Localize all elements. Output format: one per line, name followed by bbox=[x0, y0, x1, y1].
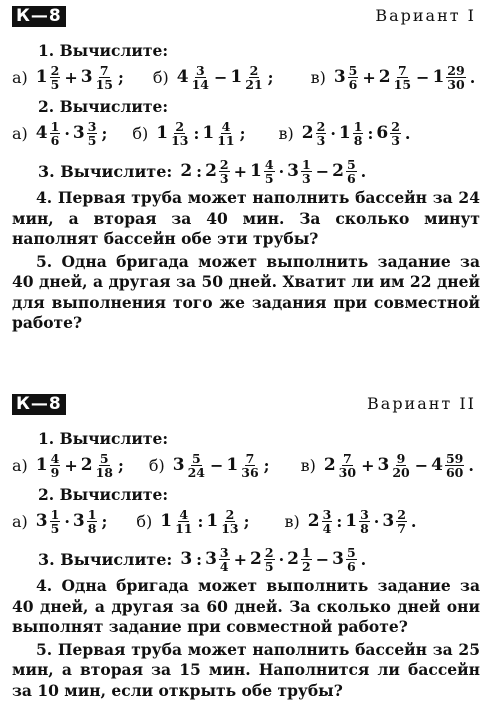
fraction bbox=[219, 546, 230, 573]
item-label: б) bbox=[148, 455, 165, 475]
fraction bbox=[391, 452, 410, 479]
numerator: 3 bbox=[195, 62, 205, 78]
whole-part: 1 bbox=[160, 511, 173, 531]
operator: : bbox=[197, 511, 204, 531]
whole-part: 4 bbox=[431, 455, 443, 475]
numerator: 4 bbox=[264, 156, 274, 172]
whole-part: 2 bbox=[307, 511, 320, 531]
fraction bbox=[50, 452, 61, 479]
task2-row bbox=[0, 116, 492, 150]
expression-item bbox=[285, 508, 420, 535]
numerator: 1 bbox=[87, 506, 97, 522]
numerator: 2 bbox=[249, 62, 259, 78]
denominator: 6 bbox=[50, 132, 60, 148]
denominator: 14 bbox=[191, 76, 210, 92]
fraction bbox=[191, 64, 210, 91]
expression-item bbox=[311, 64, 479, 91]
mixed-number bbox=[177, 64, 211, 91]
fraction bbox=[170, 120, 189, 147]
expression-item bbox=[136, 508, 252, 535]
variant-header bbox=[0, 0, 492, 30]
numerator: 1 bbox=[301, 156, 311, 172]
task2-heading: 2. Вычислите: bbox=[38, 485, 169, 504]
fraction bbox=[87, 120, 98, 147]
numerator: 1 bbox=[353, 118, 363, 134]
fraction bbox=[353, 120, 364, 147]
whole-part: 3 bbox=[382, 511, 395, 531]
whole-part: 3 bbox=[333, 67, 346, 87]
operator: : bbox=[336, 511, 343, 531]
punctuation: ; bbox=[101, 123, 108, 143]
denominator: 11 bbox=[217, 132, 235, 148]
fraction bbox=[396, 508, 407, 535]
whole-part: 2 bbox=[287, 549, 299, 569]
whole-part: 6 bbox=[376, 123, 389, 143]
fraction bbox=[50, 508, 61, 535]
fraction bbox=[346, 546, 357, 573]
mixed-number bbox=[250, 546, 276, 573]
fraction bbox=[95, 452, 114, 479]
denominator: 5 bbox=[50, 76, 60, 92]
mixed-number bbox=[377, 452, 411, 479]
fraction bbox=[393, 64, 412, 91]
operator: · bbox=[330, 123, 336, 143]
whole-part: 1 bbox=[156, 123, 169, 143]
fraction bbox=[446, 64, 465, 91]
numerator: 5 bbox=[346, 544, 356, 560]
mixed-number bbox=[36, 120, 62, 147]
mixed-number bbox=[332, 546, 358, 573]
task1-row bbox=[0, 60, 492, 94]
expression-item bbox=[279, 120, 414, 147]
punctuation: ; bbox=[117, 67, 124, 87]
whole-part: 1 bbox=[35, 67, 48, 87]
fraction bbox=[95, 64, 114, 91]
mixed-number bbox=[250, 158, 276, 185]
task2-row bbox=[0, 504, 492, 538]
mixed-number bbox=[206, 508, 240, 535]
expression-item bbox=[12, 452, 127, 479]
whole-part: 3 bbox=[287, 161, 299, 181]
numerator: 7 bbox=[245, 450, 255, 466]
whole-part: 1 bbox=[35, 455, 48, 475]
task2-heading: 2. Вычислите: bbox=[38, 97, 169, 116]
fraction bbox=[187, 452, 206, 479]
fraction bbox=[346, 158, 357, 185]
denominator: 15 bbox=[95, 76, 113, 92]
item-label: а) bbox=[12, 67, 28, 87]
denominator: 30 bbox=[447, 76, 465, 92]
denominator: 2 bbox=[301, 558, 311, 574]
numerator: 29 bbox=[447, 62, 465, 78]
fraction bbox=[240, 452, 259, 479]
mixed-number bbox=[205, 546, 231, 573]
numerator: 2 bbox=[219, 156, 229, 172]
whole-part: 1 bbox=[345, 511, 358, 531]
mixed-number bbox=[376, 120, 402, 147]
mixed-number bbox=[302, 120, 328, 147]
mixed-number bbox=[332, 158, 358, 185]
punctuation: . bbox=[404, 123, 411, 143]
fraction bbox=[322, 508, 333, 535]
numerator: 2 bbox=[391, 118, 400, 134]
operator: + bbox=[64, 67, 78, 87]
numerator: 3 bbox=[87, 118, 97, 134]
whole-part: 2 bbox=[378, 67, 391, 87]
integer bbox=[180, 549, 193, 569]
operator: + bbox=[233, 161, 248, 181]
fraction bbox=[244, 64, 263, 91]
denominator: 7 bbox=[397, 520, 406, 536]
fraction bbox=[264, 546, 275, 573]
punctuation: ; bbox=[117, 455, 124, 475]
whole-part: 3 bbox=[377, 455, 390, 475]
item-label: в) bbox=[284, 511, 300, 531]
mixed-number bbox=[173, 452, 207, 479]
numerator: 4 bbox=[179, 506, 189, 522]
operator: − bbox=[416, 67, 430, 87]
mixed-number bbox=[431, 452, 465, 479]
operator: · bbox=[278, 549, 285, 569]
mixed-number bbox=[324, 452, 358, 479]
mixed-number bbox=[339, 120, 365, 147]
numerator: 7 bbox=[99, 62, 109, 78]
fraction bbox=[316, 120, 327, 147]
denominator: 3 bbox=[316, 132, 326, 148]
whole-part: 3 bbox=[172, 455, 185, 475]
numerator: 7 bbox=[343, 450, 352, 466]
punctuation: . bbox=[360, 549, 367, 569]
numerator: 1 bbox=[301, 544, 311, 560]
punctuation: . bbox=[468, 455, 474, 475]
fraction bbox=[338, 452, 357, 479]
variant-1 bbox=[0, 0, 492, 334]
task4-text: 4. Одна бригада может выполнить задание за 40 дней, а другая за 60 дней. За сколько дней они выполнят задание при совместной работе? bbox=[12, 576, 480, 636]
mixed-number bbox=[205, 158, 231, 185]
numerator: 2 bbox=[175, 118, 185, 134]
denominator: 20 bbox=[392, 464, 410, 480]
expression-item bbox=[12, 508, 110, 535]
mixed-number bbox=[156, 120, 190, 147]
punctuation: ; bbox=[239, 123, 246, 143]
test-badge: К—8 bbox=[12, 6, 66, 27]
mixed-number bbox=[432, 64, 466, 91]
fraction bbox=[359, 508, 370, 535]
mixed-number bbox=[382, 508, 408, 535]
mixed-number bbox=[202, 120, 236, 147]
denominator: 5 bbox=[264, 558, 274, 574]
denominator: 13 bbox=[221, 520, 239, 536]
denominator: 6 bbox=[346, 170, 356, 186]
punctuation: . bbox=[410, 511, 417, 531]
task3-row bbox=[0, 154, 492, 188]
variant-title: Вариант I bbox=[375, 6, 476, 25]
operator: : bbox=[193, 123, 200, 143]
denominator: 3 bbox=[301, 170, 311, 186]
operator: · bbox=[278, 161, 285, 181]
task3-prefix: 3. Вычислите: bbox=[38, 161, 173, 181]
whole-part: 2 bbox=[205, 161, 217, 181]
expression-item bbox=[301, 452, 477, 479]
numerator: 1 bbox=[50, 506, 60, 522]
mixed-number bbox=[308, 508, 334, 535]
numerator: 4 bbox=[221, 118, 231, 134]
mixed-number bbox=[226, 452, 260, 479]
whole-part: 3 bbox=[72, 123, 85, 143]
numerator: 3 bbox=[360, 506, 369, 522]
task1-heading: 1. Вычислите: bbox=[38, 41, 169, 60]
whole-part: 1 bbox=[206, 511, 219, 531]
numerator: 9 bbox=[396, 450, 406, 466]
denominator: 6 bbox=[348, 76, 358, 92]
fraction bbox=[348, 64, 359, 91]
whole-part: 2 bbox=[180, 161, 193, 181]
item-label: в) bbox=[300, 455, 316, 475]
denominator: 5 bbox=[264, 170, 274, 186]
denominator: 18 bbox=[95, 464, 113, 480]
expression-item bbox=[132, 120, 248, 147]
whole-part: 3 bbox=[80, 67, 93, 87]
operator: − bbox=[315, 161, 330, 181]
task4-text: 4. Первая труба может наполнить бассейн за 24 мин, а вторая за 40 мин. За сколько минут наполнят бассейн обе эти трубы? bbox=[12, 188, 480, 248]
mixed-number bbox=[36, 452, 62, 479]
whole-part: 1 bbox=[250, 161, 262, 181]
whole-part: 1 bbox=[226, 455, 239, 475]
integer bbox=[180, 161, 193, 181]
whole-part: 2 bbox=[301, 123, 314, 143]
task3-prefix: 3. Вычислите: bbox=[38, 549, 173, 569]
expression-item bbox=[12, 64, 127, 91]
mixed-number bbox=[160, 508, 194, 535]
mixed-number bbox=[287, 158, 313, 185]
denominator: 13 bbox=[171, 132, 189, 148]
punctuation: ; bbox=[263, 455, 270, 475]
expression-item bbox=[153, 64, 277, 91]
task1-row bbox=[0, 448, 492, 482]
numerator: 5 bbox=[191, 450, 201, 466]
numerator: 7 bbox=[397, 62, 407, 78]
mixed-number bbox=[81, 452, 115, 479]
mixed-number bbox=[81, 64, 115, 91]
expression-item bbox=[149, 452, 273, 479]
item-label: в) bbox=[278, 123, 294, 143]
numerator: 59 bbox=[445, 450, 464, 466]
mixed-number bbox=[36, 64, 62, 91]
fraction bbox=[220, 508, 239, 535]
whole-part: 4 bbox=[176, 67, 189, 87]
denominator: 5 bbox=[87, 132, 97, 148]
numerator: 2 bbox=[225, 506, 235, 522]
whole-part: 1 bbox=[432, 67, 445, 87]
punctuation: ; bbox=[267, 67, 274, 87]
punctuation: ; bbox=[243, 511, 250, 531]
operator: : bbox=[367, 123, 374, 143]
whole-part: 2 bbox=[323, 455, 336, 475]
item-label: б) bbox=[136, 511, 153, 531]
numerator: 1 bbox=[50, 118, 60, 134]
mixed-number bbox=[287, 546, 313, 573]
fraction bbox=[50, 120, 61, 147]
denominator: 15 bbox=[393, 76, 412, 92]
item-label: в) bbox=[310, 67, 326, 87]
variant-title: Вариант II bbox=[367, 394, 476, 413]
punctuation: . bbox=[360, 161, 367, 181]
denominator: 8 bbox=[360, 520, 369, 536]
whole-part: 3 bbox=[332, 549, 344, 569]
whole-part: 2 bbox=[80, 455, 93, 475]
whole-part: 3 bbox=[205, 549, 217, 569]
operator: · bbox=[64, 511, 70, 531]
variant-2 bbox=[0, 388, 492, 701]
numerator: 2 bbox=[397, 506, 406, 522]
denominator: 8 bbox=[353, 132, 363, 148]
whole-part: 2 bbox=[250, 549, 262, 569]
fraction bbox=[301, 546, 312, 573]
numerator: 2 bbox=[50, 62, 60, 78]
item-label: б) bbox=[152, 67, 169, 87]
task3-row bbox=[0, 542, 492, 576]
denominator: 30 bbox=[338, 464, 357, 480]
whole-part: 3 bbox=[72, 511, 85, 531]
variant-header bbox=[0, 388, 492, 418]
operator: − bbox=[315, 549, 330, 569]
punctuation: ; bbox=[101, 511, 108, 531]
mixed-number bbox=[379, 64, 413, 91]
mixed-number bbox=[73, 120, 99, 147]
item-label: а) bbox=[12, 511, 28, 531]
fraction bbox=[390, 120, 401, 147]
operator: · bbox=[373, 511, 380, 531]
denominator: 8 bbox=[87, 520, 97, 536]
numerator: 3 bbox=[322, 506, 332, 522]
operator: − bbox=[210, 455, 224, 475]
fraction bbox=[445, 452, 464, 479]
item-label: а) bbox=[12, 123, 28, 143]
denominator: 4 bbox=[219, 558, 229, 574]
fraction bbox=[264, 158, 275, 185]
numerator: 5 bbox=[346, 156, 356, 172]
numerator: 5 bbox=[99, 450, 109, 466]
numerator: 2 bbox=[316, 118, 326, 134]
punctuation: . bbox=[469, 67, 476, 87]
expression-item bbox=[12, 120, 110, 147]
denominator: 36 bbox=[241, 464, 259, 480]
denominator: 3 bbox=[219, 170, 229, 186]
operator: · bbox=[64, 123, 70, 143]
whole-part: 4 bbox=[35, 123, 48, 143]
denominator: 9 bbox=[50, 464, 60, 480]
whole-part: 1 bbox=[230, 67, 243, 87]
fraction bbox=[174, 508, 193, 535]
operator: − bbox=[414, 455, 429, 475]
fraction bbox=[301, 158, 312, 185]
denominator: 21 bbox=[245, 76, 263, 92]
task5-text: 5. Одна бригада может выполнить задание за 40 дней, а другая за 50 дней. Хватит ли им 22 дней для выполнения того же задания при совместной работе? bbox=[12, 251, 480, 332]
whole-part: 3 bbox=[180, 549, 193, 569]
mixed-number bbox=[36, 508, 62, 535]
item-label: а) bbox=[12, 455, 28, 475]
fraction bbox=[50, 64, 61, 91]
operator: + bbox=[362, 67, 376, 87]
mixed-number bbox=[230, 64, 264, 91]
whole-part: 1 bbox=[202, 123, 215, 143]
denominator: 24 bbox=[187, 464, 206, 480]
fraction bbox=[216, 120, 235, 147]
whole-part: 3 bbox=[35, 511, 48, 531]
operator: : bbox=[196, 549, 203, 569]
denominator: 60 bbox=[445, 464, 464, 480]
operator: + bbox=[233, 549, 248, 569]
operator: − bbox=[214, 67, 228, 87]
operator: + bbox=[64, 455, 78, 475]
test-badge: К—8 bbox=[12, 394, 66, 415]
whole-part: 1 bbox=[338, 123, 351, 143]
mixed-number bbox=[334, 64, 360, 91]
fraction bbox=[219, 158, 230, 185]
task1-heading: 1. Вычислите: bbox=[38, 429, 169, 448]
fraction bbox=[87, 508, 98, 535]
mixed-number bbox=[345, 508, 371, 535]
mixed-number bbox=[73, 508, 99, 535]
denominator: 11 bbox=[175, 520, 193, 536]
numerator: 3 bbox=[219, 544, 229, 560]
task5-text: 5. Первая труба может наполнить бассейн за 25 мин, а вторая за 15 мин. Наполнится ли бассейн за 10 мин, если открыть обе трубы? bbox=[12, 639, 480, 700]
operator: + bbox=[361, 455, 375, 475]
denominator: 6 bbox=[346, 558, 356, 574]
item-label: б) bbox=[132, 123, 149, 143]
operator: : bbox=[196, 161, 203, 181]
numerator: 4 bbox=[50, 450, 60, 466]
numerator: 2 bbox=[264, 544, 274, 560]
denominator: 4 bbox=[322, 520, 332, 536]
denominator: 5 bbox=[50, 520, 60, 536]
denominator: 3 bbox=[391, 132, 400, 148]
whole-part: 2 bbox=[332, 161, 344, 181]
numerator: 5 bbox=[348, 62, 358, 78]
